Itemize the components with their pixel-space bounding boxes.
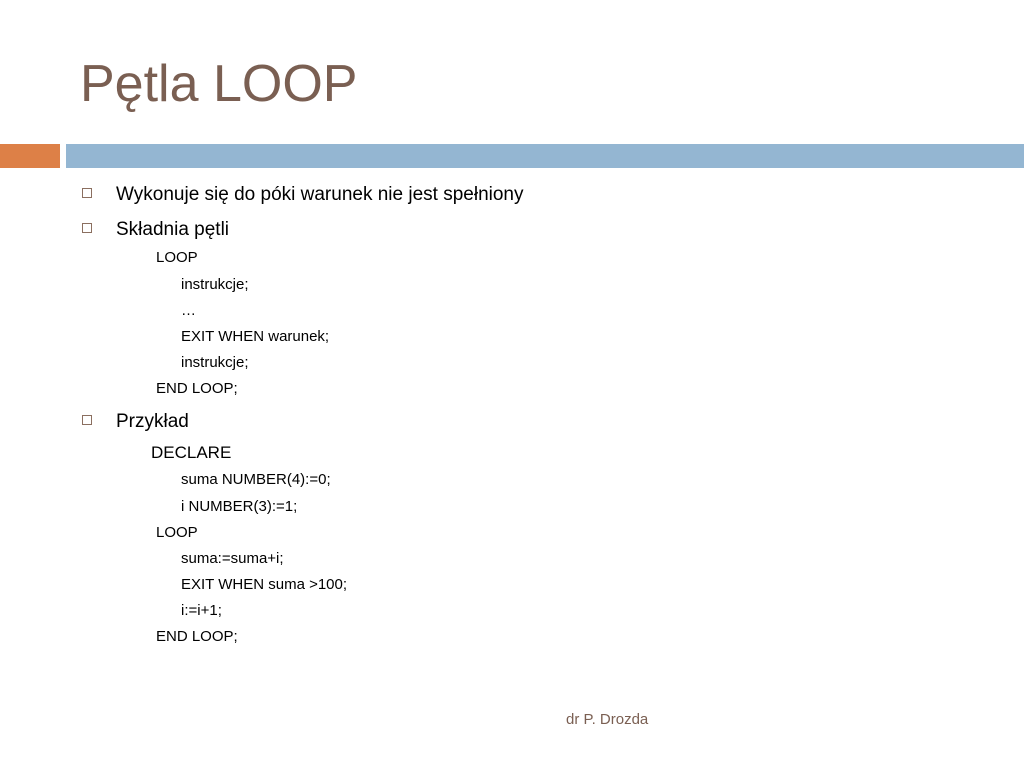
- code-line: i:=i+1;: [181, 602, 222, 619]
- code-line: END LOOP;: [156, 380, 238, 397]
- code-line: instrukcje;: [181, 276, 249, 293]
- code-line: LOOP: [156, 524, 198, 541]
- accent-bar-orange: [0, 144, 60, 168]
- bullet-item: [82, 218, 229, 242]
- bullet-item: [82, 183, 524, 207]
- bullet-text: Przykład: [116, 411, 189, 432]
- bullet-text: Składnia pętli: [116, 219, 230, 240]
- bullet-item: [82, 410, 189, 434]
- code-line: END LOOP;: [156, 628, 238, 645]
- footer-author: dr P. Drozda: [566, 711, 649, 728]
- code-line: …: [181, 302, 196, 319]
- code-line: suma NUMBER(4):=0;: [181, 471, 331, 488]
- square-bullet-icon: [82, 415, 92, 425]
- code-line: suma:=suma+i;: [181, 550, 284, 567]
- bullet-text: Wykonuje się do póki warunek nie jest spełniony: [116, 184, 524, 205]
- square-bullet-icon: [82, 188, 92, 198]
- code-line: DECLARE: [151, 443, 232, 462]
- code-line: i NUMBER(3):=1;: [181, 498, 298, 515]
- code-line: EXIT WHEN warunek;: [181, 328, 330, 345]
- square-bullet-icon: [82, 223, 92, 233]
- accent-bar-blue: [66, 144, 1024, 168]
- code-line: instrukcje;: [181, 354, 249, 371]
- slide-title: Pętla LOOP: [80, 55, 358, 113]
- code-line: EXIT WHEN suma >100;: [181, 576, 348, 593]
- code-line: LOOP: [156, 249, 198, 266]
